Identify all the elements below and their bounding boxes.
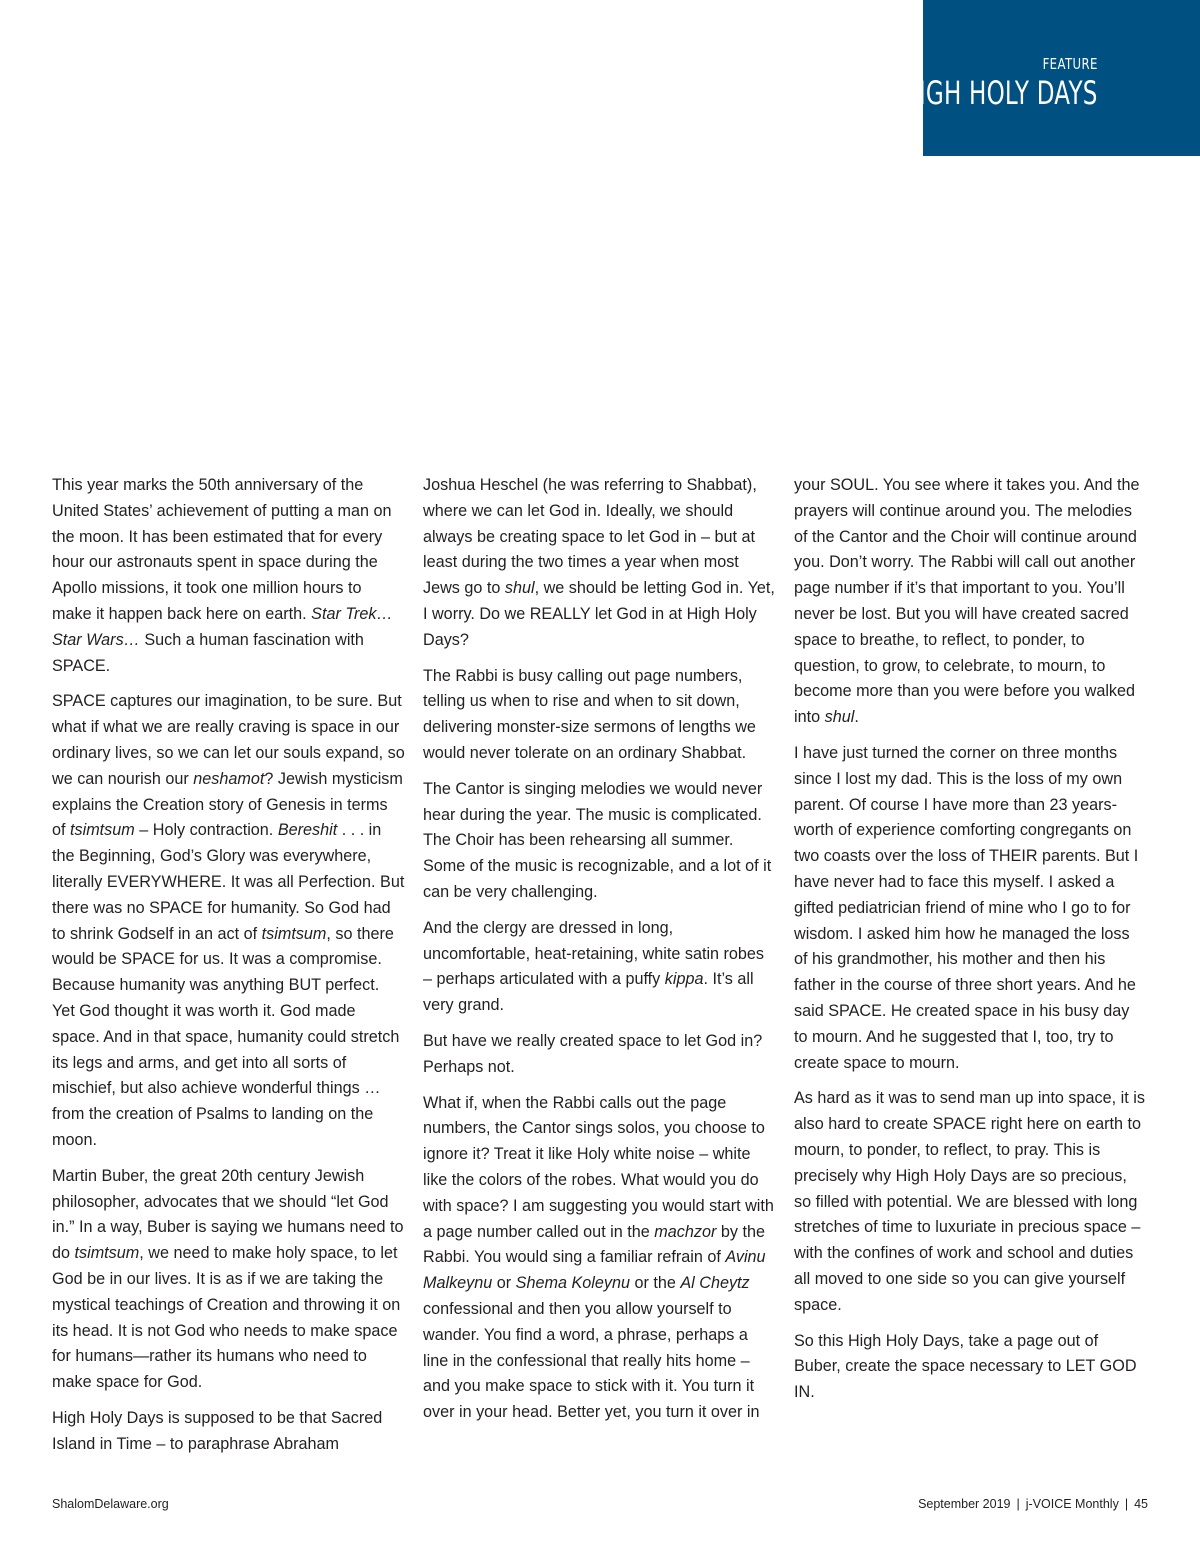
- paragraph: your SOUL. You see where it takes you. And the prayers will continue around you. The melodies of the Cantor and the Choir will continue around you. Don’t worry. The Rabbi will call out another page number if it’s that important to you. You’ll never be lost. But you will have created sacred space to breathe, to reflect, to ponder, to question, to grow, to celebrate, to mourn, to become more than you were before you walked into shul.: [794, 476, 1140, 727]
- paragraph: SPACE captures our imagination, to be sure. But what if what we are really craving is space in our ordinary lives, so we can let our souls expand, so we can nourish our neshamot? Jewish mysticism explains the Creation story of Genesis in terms of tsimtsum – Holy contraction. Bereshit . . . in the Beginning, God’s Glory was everywhere, literally EVERYWHERE. It was all Perfection. But there was no SPACE for humanity. So God had to shrink Godself in an act of tsimtsum, so there would be SPACE for us. It was a compromise. Because humanity was anything BUT perfect. Yet God thought it was worth it. God made space. And in that space, humanity could stretch its legs and arms, and get into all sorts of mischief, but also achieve wonderful things …from the creation of Psalms to landing on the moon.: [52, 692, 405, 1149]
- section-title: HIGH HOLY DAYS: [901, 74, 1098, 112]
- article-column-3: [794, 473, 1147, 1467]
- paragraph: The Cantor is singing melodies we would never hear during the year. The music is complicated. The Choir has been rehearsing all summer. Some of the music is recognizable, and a lot of it can be very challenging.: [423, 779, 772, 901]
- article-body: [52, 473, 1148, 1467]
- paragraph: High Holy Days is supposed to be that Sacred Island in Time – to paraphrase Abraham: [52, 1408, 383, 1453]
- paragraph: So this High Holy Days, take a page out of Buber, create the space necessary to LET GOD IN.: [794, 1331, 1137, 1402]
- section-header: [901, 0, 1200, 156]
- paragraph: The Rabbi is busy calling out page numbers, telling us when to rise and when to sit down, delivering monster-size sermons of lengths we would never tolerate on an ordinary Shabbat.: [423, 666, 756, 762]
- paragraph: What if, when the Rabbi calls out the page numbers, the Cantor sings solos, you choose to ignore it? Treat it like Holy white noise – white like the colors of the robes. What would you do with space? I am suggesting you would start with a page number called out in the machzor by the Rabbi. You would sing a familiar refrain of Avinu Malkeynu or Shema Koleynu or the Al Cheytz confessional and then you allow yourself to wander. You find a word, a phrase, perhaps a line in the confessional that really hits home – and you make space to stick with it. You turn it over in your head. Better yet, you turn it over in: [423, 1093, 774, 1422]
- paragraph: And the clergy are dressed in long, uncomfortable, heat-retaining, white satin robes – perhaps articulated with a puffy kippa. It’s all very grand.: [423, 918, 765, 1015]
- article-column-2: [423, 473, 776, 1467]
- paragraph: Joshua Heschel (he was referring to Shabbat), where we can let God in. Ideally, we should always be creating space to let God in – but at least during the two times a year when most Jews go to shul, we should be letting God in. Yet, I worry. Do we REALLY let God in at High Holy Days?: [423, 476, 775, 649]
- paragraph: I have just turned the corner on three months since I lost my dad. This is the loss of my own parent. Of course I have more than 23 years-worth of experience comforting congregants on two coasts over the loss of THEIR parents. But I have never had to face this myself. I asked a gifted pediatrician friend of mine who I go to for wisdom. I asked him how he managed the loss of his grandmother, his mother and then his father in the course of three short years. And he said SPACE. He created space in his busy day to mourn. And he suggested that I, too, try to create space to mourn.: [794, 743, 1139, 1072]
- footer-issue-date: September 2019: [918, 1497, 1011, 1511]
- paragraph: Martin Buber, the great 20th century Jewish philosopher, advocates that we should “let God in.” In a way, Buber is saying we humans need to do tsimtsum, we need to make holy space, to let God be in our lives. It is as if we are taking the mystical teachings of Creation and throwing it on its head. It is not God who needs to make space for humans—rather its humans who need to make space for God.: [52, 1166, 404, 1392]
- page-number: 45: [1134, 1497, 1148, 1511]
- paragraph: But have we really created space to let God in? Perhaps not.: [423, 1031, 763, 1076]
- paragraph: As hard as it was to send man up into space, it is also hard to create SPACE right here on earth to mourn, to ponder, to reflect, to pray. This is precisely why High Holy Days are so precious, so filled with potential. We are blessed with long stretches of time to luxuriate in precious space – with the confines of work and school and duties all moved to one side so you can give yourself space.: [794, 1089, 1145, 1314]
- footer-issue-info: [918, 1497, 1148, 1511]
- footer-publication: j-VOICE Monthly: [1025, 1497, 1119, 1511]
- paragraph: This year marks the 50th anniversary of the United States’ achievement of putting a man on the moon. It has been estimated that for every hour our astronauts spent in space during the Apollo missions, it took one million hours to make it happen back here on earth. Star Trek… Star Wars… Such a human fascination with SPACE.: [52, 476, 393, 675]
- section-kicker: FEATURE: [1042, 55, 1098, 73]
- footer-separator: |: [1016, 1497, 1020, 1511]
- article-column-1: [52, 473, 405, 1467]
- footer-separator: |: [1124, 1497, 1129, 1511]
- footer-website: ShalomDelaware.org: [52, 1497, 169, 1511]
